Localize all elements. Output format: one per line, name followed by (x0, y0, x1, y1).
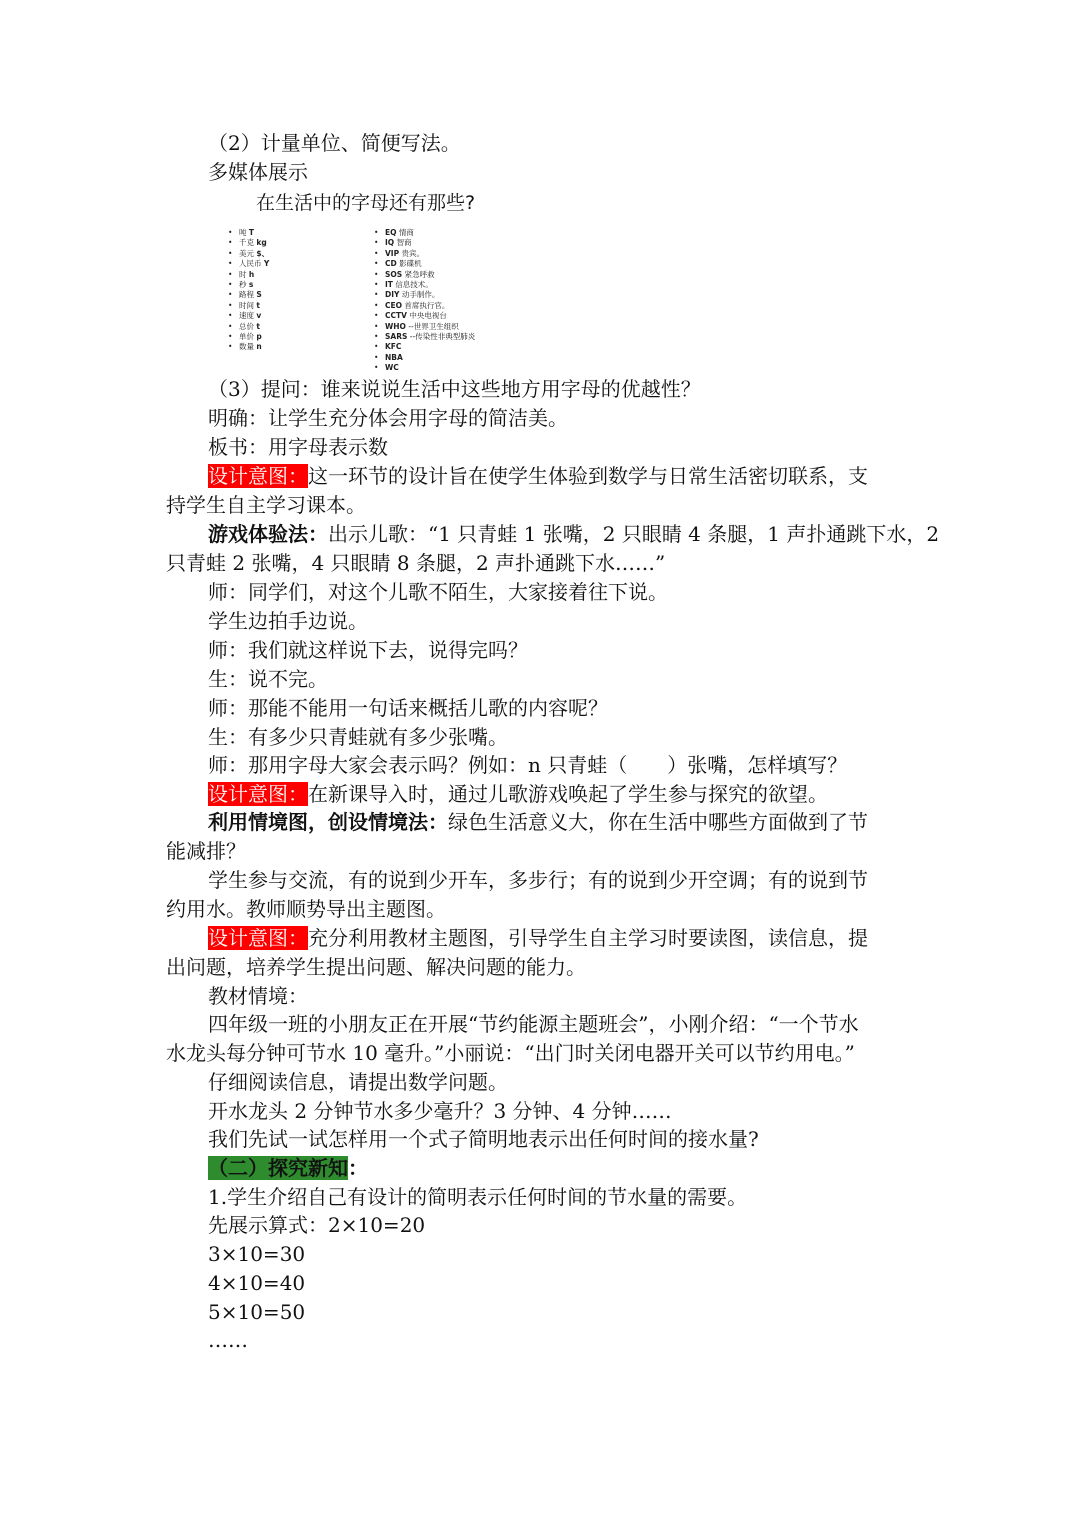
figure-item-code: IT (385, 280, 393, 290)
figure-list-item (374, 301, 475, 311)
section-heading (208, 1154, 368, 1183)
figure-item-code: t (256, 321, 260, 331)
figure-list-item (374, 332, 475, 342)
figure-item-code: v (256, 311, 262, 321)
text-line: 约用水。教师顺势导出主题图。 (166, 897, 446, 921)
figure-title: 在生活中的字母还有那些? (256, 192, 476, 214)
figure-list-item (374, 342, 475, 352)
figure-item-label: 美元 (239, 248, 254, 258)
figure-list-item (374, 259, 475, 269)
figure-list-item (228, 342, 269, 352)
figure-item-label: 贵宾。 (401, 248, 424, 258)
figure-item-code: SOS (385, 269, 403, 279)
text-line: 师：同学们，对这个儿歌不陌生，大家接着往下说。 (208, 580, 668, 604)
text-line: 3×10=30 (208, 1242, 306, 1266)
text-line: …… (208, 1328, 248, 1352)
figure-item-code: t (256, 300, 260, 310)
figure-list-item (228, 290, 269, 300)
text-line: 学生边拍手边说。 (208, 609, 368, 633)
text-line: 我们先试一试怎样用一个式子简明地表示出任何时间的接水量? (208, 1127, 759, 1151)
figure-item-label: 影碟机 (399, 259, 422, 269)
figure-list-item (374, 363, 475, 373)
text-line: 四年级一班的小朋友正在开展“节约能源主题班会”，小刚介绍：“一个节水 (208, 1012, 859, 1036)
figure-item-code: KFC (385, 342, 402, 352)
text-line: 明确：让学生充分体会用字母的简洁美。 (208, 406, 568, 430)
figure-list-item (228, 228, 269, 238)
figure-list-item (374, 228, 475, 238)
figure-list-item (228, 332, 269, 342)
figure-item-code: IQ (385, 238, 395, 248)
figure-list-item (228, 322, 269, 332)
figure-item-code: S (256, 290, 262, 300)
text-line: 仔细阅读信息，请提出数学问题。 (208, 1070, 508, 1094)
text-line: 只青蛙 2 张嘴，4 只眼睛 8 条腿，2 声扑通跳下水……” (166, 551, 666, 575)
figure-item-label: 中央电视台 (409, 311, 447, 321)
text-line: 板书：用字母表示数 (208, 435, 388, 459)
figure-list-item (228, 259, 269, 269)
figure-item-code: SARS (385, 332, 408, 342)
text-line: 5×10=50 (208, 1300, 306, 1324)
figure-item-label: 时 (239, 269, 247, 279)
figure-item-code: CD (385, 259, 397, 269)
figure-list-item (374, 249, 475, 259)
design-intent-tag: 设计意图： (208, 782, 308, 806)
text-line: 多媒体展示 (208, 160, 308, 184)
figure-list-item (374, 280, 475, 290)
figure-item-code: CCTV (385, 311, 407, 321)
figure-item-label: 速度 (239, 311, 254, 321)
figure-list-item (374, 238, 475, 248)
text-line: 开水龙头 2 分钟节水多少毫升？3 分钟、4 分钟…… (208, 1099, 672, 1123)
figure-item-code: p (256, 332, 262, 342)
text-line: 水龙头每分钟可节水 10 毫升。”小丽说：“出门时关闭电器开关可以节约用电。” (166, 1041, 855, 1065)
figure-item-code: h (248, 269, 255, 279)
text-span: 在新课导入时，通过儿歌游戏唤起了学生参与探究的欲望。 (308, 782, 828, 806)
figure-item-label: 数量 (239, 342, 254, 352)
figure-item-label: 千克 (239, 238, 254, 248)
figure-item-label: --世界卫生组织 (408, 321, 459, 331)
figure-item-label: 智商 (396, 238, 412, 248)
figure-item-label: 秒 (239, 280, 247, 290)
figure-list-right (374, 228, 475, 374)
figure-list-item (374, 311, 475, 321)
figure-item-label: 信息技术。 (395, 280, 433, 290)
text-line (208, 808, 958, 837)
figure-item-code: EQ (385, 228, 397, 237)
text-span: 出示儿歌：“1 只青蛙 1 张嘴，2 只眼睛 4 条腿，1 声扑通跳下水，2 (328, 522, 940, 546)
figure-item-label: 总价 (239, 321, 254, 331)
text-line: 师：那用字母大家会表示吗？例如：n 只青蛙（ ）张嘴，怎样填写？ (208, 753, 848, 777)
figure-item-code: kg (256, 238, 267, 248)
figure-item-label: 吨 (239, 228, 247, 237)
section-heading-highlight: （二）探究新知 (208, 1156, 348, 1180)
figure-item-code: WC (385, 363, 399, 373)
text-line: 能减排？ (166, 839, 246, 863)
text-line: 师：我们就这样说下去，说得完吗？ (208, 638, 528, 662)
figure-list-item (228, 270, 269, 280)
figure-item-label: 紧急呼救 (404, 269, 435, 279)
figure-list-item (228, 249, 269, 259)
figure-item-code: $、 (256, 248, 270, 258)
figure-item-label: 动手制作。 (401, 290, 440, 300)
text-line: 生：有多少只青蛙就有多少张嘴。 (208, 725, 508, 749)
figure-item-label: 情商 (398, 228, 414, 237)
figure-item-code: DIY (385, 290, 400, 300)
text-line: 学生参与交流，有的说到少开车，多步行；有的说到少开空调；有的说到节 (208, 868, 868, 892)
figure-list-item (374, 353, 475, 363)
text-line: 1.学生介绍自己有设计的简明表示任何时间的节水量的需要。 (208, 1185, 748, 1209)
figure-item-label: 时间 (239, 300, 254, 310)
figure-item-code: WHO (385, 321, 406, 331)
figure-list-item (374, 290, 475, 300)
design-intent-tag: 设计意图： (208, 464, 308, 488)
figure-item-label: 人民币 (239, 259, 262, 269)
figure-list-item (374, 270, 475, 280)
method-title: 利用情境图，创设情境法： (208, 810, 448, 834)
figure-item-code: VIP (385, 248, 400, 258)
figure-list-item (228, 311, 269, 321)
text-span: 绿色生活意义大，你在生活中哪些方面做到了节 (448, 810, 868, 834)
text-line (208, 924, 958, 953)
text-line: 生：说不完。 (208, 667, 328, 691)
figure-item-code: s (248, 280, 254, 290)
figure-item-code: T (248, 228, 255, 237)
text-span: ： (348, 1156, 368, 1180)
figure-item-label: 单价 (239, 332, 254, 342)
figure-item-code: NBA (385, 352, 403, 362)
figure-list-item (374, 322, 475, 332)
figure-item-code: CEO (385, 300, 403, 310)
text-line (208, 520, 958, 549)
figure-item-label: 首席执行官。 (404, 300, 450, 310)
text-span: 充分利用教材主题图，引导学生自主学习时要读图，读信息，提 (308, 926, 868, 950)
text-line: 4×10=40 (208, 1271, 306, 1295)
figure-list-item (228, 280, 269, 290)
text-line: 出问题，培养学生提出问题、解决问题的能力。 (166, 955, 586, 979)
figure-item-label: 路程 (239, 290, 254, 300)
method-title: 游戏体验法： (208, 522, 328, 546)
text-line: 持学生自主学习课本。 (166, 493, 366, 517)
text-span: 这一环节的设计旨在使学生体验到数学与日常生活密切联系，支 (308, 464, 868, 488)
text-line: 先展示算式：2×10=20 (208, 1213, 426, 1237)
figure-list-item (228, 238, 269, 248)
figure-item-code: n (256, 342, 262, 352)
figure-list-item (228, 301, 269, 311)
text-line: （2）计量单位、简便写法。 (208, 131, 461, 155)
figure-list-left (228, 228, 269, 353)
text-line: 教材情境： (208, 984, 308, 1008)
design-intent-tag: 设计意图： (208, 926, 308, 950)
text-line: （3）提问：谁来说说生活中这些地方用字母的优越性？ (208, 377, 701, 401)
figure-item-code: Y (263, 259, 270, 269)
text-line: 师：那能不能用一句话来概括儿歌的内容呢？ (208, 696, 608, 720)
text-line (208, 780, 828, 809)
text-line (208, 462, 958, 491)
figure-item-label: --传染性非典型肺炎 (409, 332, 476, 342)
